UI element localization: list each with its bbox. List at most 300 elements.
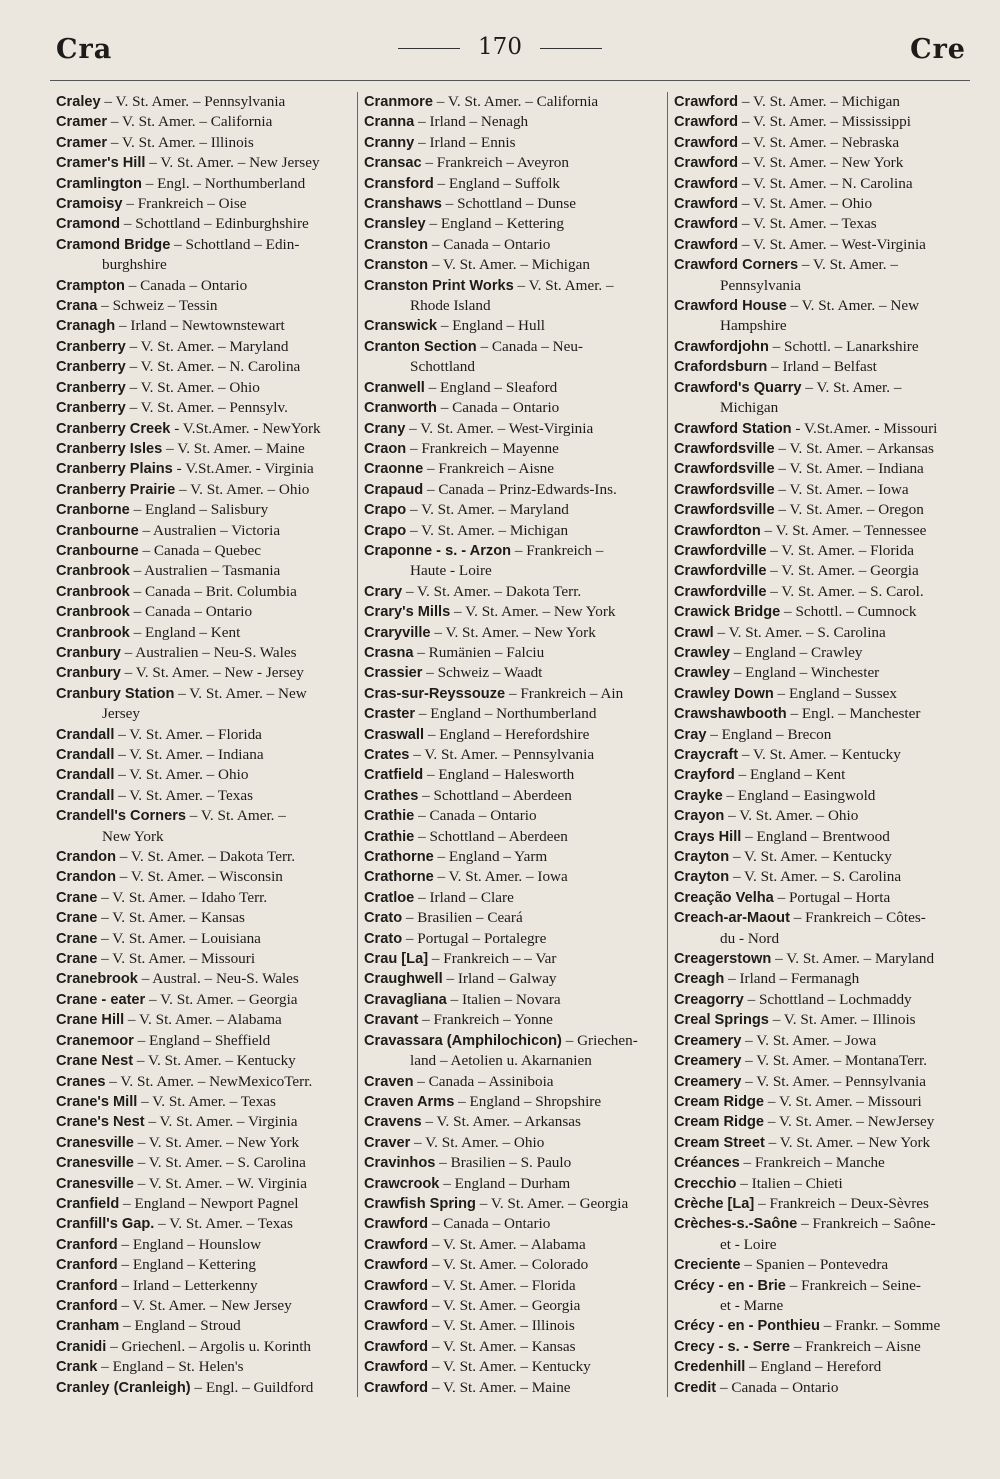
entry-headword: Crank — [56, 1359, 98, 1376]
entry-headword: Credenhill — [674, 1359, 746, 1376]
gazetteer-entry — [364, 704, 662, 724]
entry-location: – Irland – Newtownstewart — [115, 317, 285, 335]
page-number: 170 — [478, 34, 522, 60]
entry-headword: Crawley — [674, 665, 730, 682]
entry-headword: Cranbury — [56, 644, 121, 661]
entry-headword: Cream Ridge — [674, 1114, 765, 1131]
gazetteer-entry — [674, 1092, 970, 1112]
entry-location: – V. St. Amer. – Nebraska — [738, 133, 900, 151]
entry-headword: Crawfish Spring — [364, 1195, 476, 1212]
entry-headword: Crathes — [364, 787, 419, 804]
entry-continuation: burghshire — [102, 256, 167, 274]
entry-location: - V.St.Amer. - NewYork — [170, 419, 321, 437]
gazetteer-entry — [56, 1296, 350, 1316]
entry-location: – V. St. Amer. – Florida — [114, 725, 262, 743]
entry-location: – V. St. Amer. – — [798, 256, 898, 274]
entry-location: – V. St. Amer. – Ohio — [114, 766, 249, 784]
entry-location: – V. St. Amer. – New - Jersey — [120, 664, 304, 682]
entry-location: – Irland – Belfast — [767, 358, 877, 376]
entry-location: – V. St. Amer. – S. Carolina — [713, 623, 886, 641]
entry-headword: Crèche [La] — [674, 1195, 755, 1212]
entry-headword: Cranford — [56, 1297, 118, 1314]
entry-location: – Canada – Neu- — [476, 337, 583, 355]
entry-headword: Craonne — [364, 461, 424, 478]
entry-location: – V. St. Amer. – Maine — [162, 439, 305, 457]
entry-location: – V. St. Amer. – — [186, 807, 286, 825]
entry-headword: Crandall — [56, 767, 115, 784]
gazetteer-entry — [364, 602, 662, 622]
entry-location: – Griechenl. – Argolis u. Korinth — [106, 1337, 312, 1355]
gazetteer-entry — [364, 1214, 662, 1234]
entry-headword: Crécy - en - Brie — [674, 1277, 786, 1294]
entry-location: – Frankreich – Mayenne — [406, 439, 559, 457]
gazetteer-entry — [56, 1194, 350, 1214]
gazetteer-entry — [364, 908, 662, 928]
gazetteer-entry — [364, 786, 662, 806]
gazetteer-entry — [674, 459, 970, 479]
entry-location: – Frankreich – Seine- — [785, 1276, 921, 1294]
entry-headword: Cranston — [364, 236, 429, 253]
entry-headword: Creação Velha — [674, 889, 774, 906]
entry-headword: Cranworth — [364, 400, 437, 417]
gazetteer-entry — [56, 1153, 350, 1173]
gazetteer-entry — [364, 1133, 662, 1153]
header-rule — [50, 80, 970, 81]
entry-location: – V. St. Amer. – NewMexicoTerr. — [105, 1072, 313, 1090]
entry-headword: Cranberry Isles — [56, 440, 163, 457]
gazetteer-entry — [56, 623, 350, 643]
entry-headword: Cranham — [56, 1318, 120, 1335]
gazetteer-entry — [364, 888, 662, 908]
entry-headword: Crawford's Quarry — [674, 379, 802, 396]
entry-headword: Cranton Section — [364, 338, 477, 355]
entry-location: – England – Northumberland — [415, 705, 597, 723]
entry-location: – V. St. Amer. – New York — [430, 623, 596, 641]
entry-location: – V. St. Amer. – New — [786, 297, 920, 315]
entry-headword: Crawfordton — [674, 522, 761, 539]
entry-location: – V. St. Amer. – Pennsylvania — [741, 1072, 926, 1090]
entry-headword: Crawley Down — [674, 685, 774, 702]
gazetteer-entry — [674, 582, 970, 602]
gazetteer-entry — [674, 888, 970, 908]
entry-headword: Crassier — [364, 665, 423, 682]
gazetteer-entry — [364, 439, 662, 459]
entry-headword: Cranford — [56, 1257, 118, 1274]
entry-headword: Cranberry — [56, 338, 126, 355]
gazetteer-entry — [674, 112, 970, 132]
gazetteer-entry — [364, 684, 662, 704]
gazetteer-entry — [56, 541, 350, 561]
entry-headword: Cramlington — [56, 175, 142, 192]
gazetteer-entry — [674, 1072, 970, 1092]
gazetteer-entry — [674, 1112, 970, 1132]
entry-location: - V.St.Amer. - Virginia — [172, 460, 314, 478]
entry-headword: Cramond Bridge — [56, 236, 171, 253]
entry-location: – England – Brentwood — [741, 827, 890, 845]
entry-continuation: Michigan — [720, 399, 779, 417]
entry-location: – V. St. Amer. – New York — [133, 1133, 300, 1151]
entry-headword: Cranemoor — [56, 1032, 134, 1049]
gazetteer-entry — [674, 725, 970, 745]
entry-headword: Crawford — [674, 94, 739, 110]
entry-headword: Cranesville — [56, 1175, 134, 1192]
gazetteer-entry — [674, 500, 970, 520]
entry-location: – England – Stroud — [119, 1317, 241, 1335]
gazetteer-entry — [674, 378, 970, 419]
entry-location: – V. St. Amer. – Texas — [154, 1215, 293, 1233]
entry-headword: Crawford — [674, 175, 739, 192]
entry-headword: Cranna — [364, 114, 415, 131]
entry-location: – V. St. Amer. – New York — [450, 603, 616, 621]
entry-headword: Crapaud — [364, 481, 424, 498]
header-dash-right — [540, 48, 602, 49]
entry-location: – Schottl. – Lanarkshire — [768, 337, 919, 355]
entry-continuation: land – Aetolien u. Akarnanien — [410, 1052, 592, 1070]
entry-location: – Canada – Ontario — [428, 1215, 551, 1233]
entry-headword: Craon — [364, 440, 407, 457]
gazetteer-entry — [674, 990, 970, 1010]
gazetteer-entry — [674, 439, 970, 459]
entry-location: – V. St. Amer. – Virginia — [144, 1113, 298, 1131]
entry-headword: Cranbourne — [56, 542, 139, 559]
entry-headword: Crawford — [674, 236, 739, 253]
gazetteer-entry — [674, 1276, 970, 1317]
gazetteer-entry — [674, 521, 970, 541]
entry-location: – England – Kent — [129, 623, 241, 641]
entry-location: – Italien – Chieti — [736, 1174, 843, 1192]
entry-location: – V. St. Amer. – California — [107, 113, 273, 131]
entry-location: – Irland – Ennis — [414, 133, 516, 151]
gazetteer-entry — [674, 357, 970, 377]
entry-continuation: du - Nord — [720, 929, 780, 947]
entry-location: – Portugal – Portalegre — [402, 929, 547, 947]
entry-location: – England – Sheffield — [133, 1031, 271, 1049]
gazetteer-entry — [674, 419, 970, 439]
gazetteer-entry — [674, 765, 970, 785]
gazetteer-entry — [56, 459, 350, 479]
entry-headword: Crawley — [674, 644, 730, 661]
entry-continuation: et - Marne — [720, 1296, 784, 1314]
entry-headword: Cranfield — [56, 1195, 120, 1212]
gazetteer-entry — [56, 1072, 350, 1092]
gazetteer-entry — [56, 174, 350, 194]
entry-headword: Crayton — [674, 869, 730, 886]
entry-headword: Crampton — [56, 277, 125, 294]
gazetteer-entry — [364, 112, 662, 132]
entry-location: – V. St. Amer. – Pennsylvania — [100, 93, 286, 110]
entry-location: – V. St. Amer. – Michigan — [738, 93, 900, 110]
entry-headword: Creamery — [674, 1032, 742, 1049]
entry-headword: Cranfill's Gap. — [56, 1216, 155, 1233]
gazetteer-entry — [364, 1153, 662, 1173]
entry-location: – Frankreich – – Var — [428, 950, 557, 968]
entry-headword: Cranberry — [56, 359, 126, 376]
entry-headword: Crawford — [364, 1277, 429, 1294]
entry-headword: Cras-sur-Reyssouze — [364, 685, 506, 702]
gazetteer-entry — [364, 1010, 662, 1030]
entry-location: – Frankreich – — [511, 541, 604, 559]
entry-headword: Crato — [364, 930, 403, 947]
gazetteer-entry — [364, 316, 662, 336]
gazetteer-entry — [364, 500, 662, 520]
entry-location: – V. St. Amer. – Tennessee — [760, 521, 927, 539]
entry-headword: Cranston — [364, 257, 429, 274]
entry-headword: Crany — [364, 420, 406, 437]
entry-headword: Crawford — [674, 216, 739, 233]
gazetteer-entry — [674, 602, 970, 622]
entry-location: – Schottland – Edin- — [170, 235, 300, 253]
entry-headword: Cranborne — [56, 502, 130, 519]
entry-headword: Crane Nest — [56, 1053, 134, 1070]
entry-headword: Cranford — [56, 1236, 118, 1253]
entry-headword: Crathie — [364, 828, 415, 845]
gazetteer-entry — [674, 133, 970, 153]
entry-location: – V. St. Amer. – Iowa — [774, 480, 909, 498]
gazetteer-entry — [364, 92, 662, 112]
gazetteer-entry — [674, 1010, 970, 1030]
entry-location: – V. St. Amer. – — [801, 378, 902, 396]
entry-location: – V. St. Amer. – Kentucky — [729, 848, 892, 866]
entry-location: – Frankreich – Deux-Sèvres — [754, 1194, 929, 1212]
entry-location: – V. St. Amer. – Georgia — [766, 562, 919, 580]
entry-location: – V. St. Amer. – Georgia — [145, 990, 298, 1008]
entry-location: – V. St. Amer. – Georgia — [428, 1296, 581, 1314]
entry-location: – Canada – Ontario — [124, 276, 248, 294]
gazetteer-entry — [364, 1235, 662, 1255]
gazetteer-entry — [364, 1194, 662, 1214]
entry-headword: Cranbourne — [56, 522, 139, 539]
entry-headword: Creamery — [674, 1053, 742, 1070]
entry-location: – Schweiz – Tessin — [97, 297, 218, 315]
gazetteer-entry — [364, 1031, 662, 1072]
gazetteer-entry — [674, 663, 970, 683]
entry-headword: Cranesville — [56, 1134, 134, 1151]
gazetteer-entry — [364, 133, 662, 153]
entry-headword: Craster — [364, 706, 416, 723]
gazetteer-entry — [56, 1214, 350, 1234]
gazetteer-entry — [364, 806, 662, 826]
entry-location: – Frankreich – Côtes- — [789, 909, 926, 927]
gazetteer-entry — [364, 276, 662, 317]
entry-headword: Crécy - en - Ponthieu — [674, 1318, 820, 1335]
entry-location: – V. St. Amer. – Dakota Terr. — [402, 582, 582, 600]
entry-headword: Crane — [56, 910, 98, 927]
gazetteer-entry — [674, 847, 970, 867]
gazetteer-entry — [364, 847, 662, 867]
gazetteer-entry — [674, 1194, 970, 1214]
gazetteer-entry — [56, 847, 350, 867]
entry-location: – V. St. Amer. – Dakota Terr. — [116, 848, 296, 866]
gazetteer-entry — [56, 357, 350, 377]
entry-headword: Creciente — [674, 1257, 741, 1274]
entry-headword: Crasna — [364, 644, 414, 661]
entry-location: – Irland – Fermanagh — [724, 970, 860, 988]
entry-headword: Crayford — [674, 767, 735, 784]
gazetteer-entry — [674, 1031, 970, 1051]
gazetteer-entry — [56, 296, 350, 316]
entry-headword: Creagerstown — [674, 951, 772, 968]
entry-headword: Cranbury Station — [56, 685, 175, 702]
entry-location: – Australien – Tasmania — [129, 562, 281, 580]
gazetteer-entry — [56, 663, 350, 683]
entry-location: – Frankreich – Aveyron — [421, 154, 569, 172]
entry-headword: Crayke — [674, 787, 723, 804]
entry-location: – V. St. Amer. – Arkansas — [421, 1113, 581, 1131]
page-number-block — [0, 34, 1000, 60]
gazetteer-entry — [674, 561, 970, 581]
gazetteer-entry — [364, 1296, 662, 1316]
gazetteer-entry — [364, 235, 662, 255]
gazetteer-entry — [674, 1255, 970, 1275]
entry-headword: Crawick Bridge — [674, 604, 781, 621]
entry-headword: Cranesville — [56, 1155, 134, 1172]
entry-location: – Schottland – Aberdeen — [414, 827, 568, 845]
gazetteer-entry — [56, 214, 350, 234]
entry-location: – England – Hounslow — [117, 1235, 262, 1253]
entry-headword: Crawford — [364, 1318, 429, 1335]
gazetteer-entry — [364, 459, 662, 479]
gazetteer-entry — [364, 480, 662, 500]
entry-location: – England – Crawley — [729, 643, 863, 661]
gazetteer-entry — [56, 1092, 350, 1112]
entry-headword: Craven Arms — [364, 1093, 455, 1110]
entry-location: – V. St. Amer. – Illinois — [768, 1011, 916, 1029]
gazetteer-entry — [364, 419, 662, 439]
gazetteer-entry — [364, 214, 662, 234]
entry-headword: Crawford Station — [674, 420, 792, 437]
column-2 — [364, 92, 662, 1398]
entry-location: – Canada – Prinz-Edwards-Ins. — [423, 480, 617, 498]
entry-location: – Rumänien – Falciu — [413, 643, 545, 661]
entry-location: – V. St. Amer. – Ohio — [125, 378, 260, 396]
entry-headword: Cransac — [364, 155, 422, 172]
entry-headword: Crawford Corners — [674, 257, 799, 274]
entry-location: – England – Salisbury — [129, 501, 269, 519]
gazetteer-entry — [364, 582, 662, 602]
entry-headword: Crathorne — [364, 869, 434, 886]
gazetteer-entry — [364, 153, 662, 173]
entry-headword: Crawfordjohn — [674, 338, 769, 355]
gazetteer-entry — [56, 908, 350, 928]
entry-headword: Cravens — [364, 1114, 422, 1131]
entry-location: – V. St. Amer. – New Jersey — [145, 154, 320, 172]
entry-headword: Crays Hill — [674, 828, 742, 845]
gazetteer-entry — [674, 1337, 970, 1357]
entry-location: – V. St. Amer. – Maryland — [125, 337, 289, 355]
entry-location: – V. St. Amer. – Iowa — [433, 868, 568, 886]
entry-location: – V. St. Amer. – Maryland — [771, 950, 935, 968]
entry-location: – England – Herefordshire — [424, 725, 590, 743]
entry-headword: Creamery — [674, 1073, 742, 1090]
entry-headword: Cranshaws — [364, 196, 442, 213]
gazetteer-entry — [56, 1378, 350, 1398]
entry-location: – Canada – Brit. Columbia — [129, 582, 297, 600]
gazetteer-entry — [56, 888, 350, 908]
gazetteer-entry — [674, 1051, 970, 1071]
entry-headword: Crawl — [674, 624, 714, 641]
entry-headword: Cramoisy — [56, 196, 123, 213]
entry-location: – V. St. Amer. – N. Carolina — [738, 174, 913, 192]
gazetteer-entry — [674, 541, 970, 561]
entry-headword: Cranebrook — [56, 971, 138, 988]
gazetteer-entry — [56, 765, 350, 785]
entry-headword: Crayton — [674, 849, 730, 866]
column-divider — [667, 92, 668, 1397]
entry-headword: Creagh — [674, 971, 725, 988]
entry-location: – V. St. Amer. – Ohio — [175, 480, 310, 498]
gazetteer-entry — [56, 1031, 350, 1051]
gazetteer-entry — [674, 949, 970, 969]
entry-headword: Cranberry — [56, 379, 126, 396]
entry-headword: Creach-ar-Maout — [674, 910, 790, 927]
entry-location: – Schottland – Aberdeen — [418, 786, 572, 804]
gazetteer-entry — [674, 214, 970, 234]
entry-location: – England – Durham — [439, 1174, 571, 1192]
entry-location: – V. St. Amer. – W. Virginia — [133, 1174, 307, 1192]
entry-location: – V. St. Amer. – Illinois — [428, 1317, 575, 1335]
column-3 — [674, 92, 970, 1398]
entry-headword: Cranford — [56, 1277, 118, 1294]
entry-headword: Crapo — [364, 522, 407, 539]
entry-continuation: Pennsylvania — [720, 276, 801, 294]
entry-location: – V. St. Amer. – California — [432, 93, 599, 110]
gazetteer-entry — [364, 378, 662, 398]
gazetteer-entry — [364, 1174, 662, 1194]
entry-location: – Irland – Clare — [414, 888, 514, 906]
entry-location: – V. St. Amer. – Colorado — [428, 1256, 589, 1274]
gazetteer-entry — [56, 643, 350, 663]
entry-headword: Crane — [56, 930, 98, 947]
entry-location: – V. St. Amer. – Texas — [738, 215, 877, 233]
entry-location: – V. St. Amer. – Kansas — [97, 909, 245, 927]
gazetteer-entry — [56, 92, 350, 112]
entry-headword: Credit — [674, 1379, 717, 1396]
entry-headword: Crawford — [674, 155, 739, 172]
entry-location: – V. St. Amer. – Ohio — [724, 807, 859, 825]
entry-location: – Brasilien – Ceará — [402, 909, 523, 927]
entry-headword: Crane's Nest — [56, 1114, 145, 1131]
gazetteer-entry — [364, 990, 662, 1010]
gazetteer-entry — [56, 480, 350, 500]
gazetteer-entry — [56, 990, 350, 1010]
entry-headword: Cratfield — [364, 767, 424, 784]
entry-location: – V. St. Amer. – NewJersey — [764, 1113, 935, 1131]
entry-headword: Crandon — [56, 869, 116, 886]
entry-headword: Creal Springs — [674, 1012, 769, 1029]
header-left-guideword: Cra — [56, 34, 113, 65]
entry-headword: Cramond — [56, 216, 121, 233]
gazetteer-entry — [56, 133, 350, 153]
entry-location: – V. St. Amer. – Kentucky — [133, 1052, 296, 1070]
entry-headword: Cranidi — [56, 1338, 107, 1355]
gazetteer-entry — [674, 1214, 970, 1255]
gazetteer-entry — [56, 194, 350, 214]
entry-headword: Crawford — [364, 1236, 429, 1253]
gazetteer-entry — [674, 1153, 970, 1173]
entry-headword: Crandall — [56, 747, 115, 763]
gazetteer-entry — [364, 623, 662, 643]
page-header — [0, 34, 1000, 68]
gazetteer-entry — [56, 1174, 350, 1194]
entry-location: – V. St. Amer. – Florida — [428, 1276, 576, 1294]
entry-headword: Craley — [56, 94, 101, 110]
entry-location: – V. St. Amer. – New Jersey — [117, 1296, 292, 1314]
gazetteer-entry — [56, 521, 350, 541]
entry-location: – V. St. Amer. – Louisiana — [97, 929, 261, 947]
gazetteer-entry — [674, 296, 970, 337]
entry-location: – V. St. Amer. – Pennsylv. — [125, 399, 288, 417]
gazetteer-entry — [364, 765, 662, 785]
